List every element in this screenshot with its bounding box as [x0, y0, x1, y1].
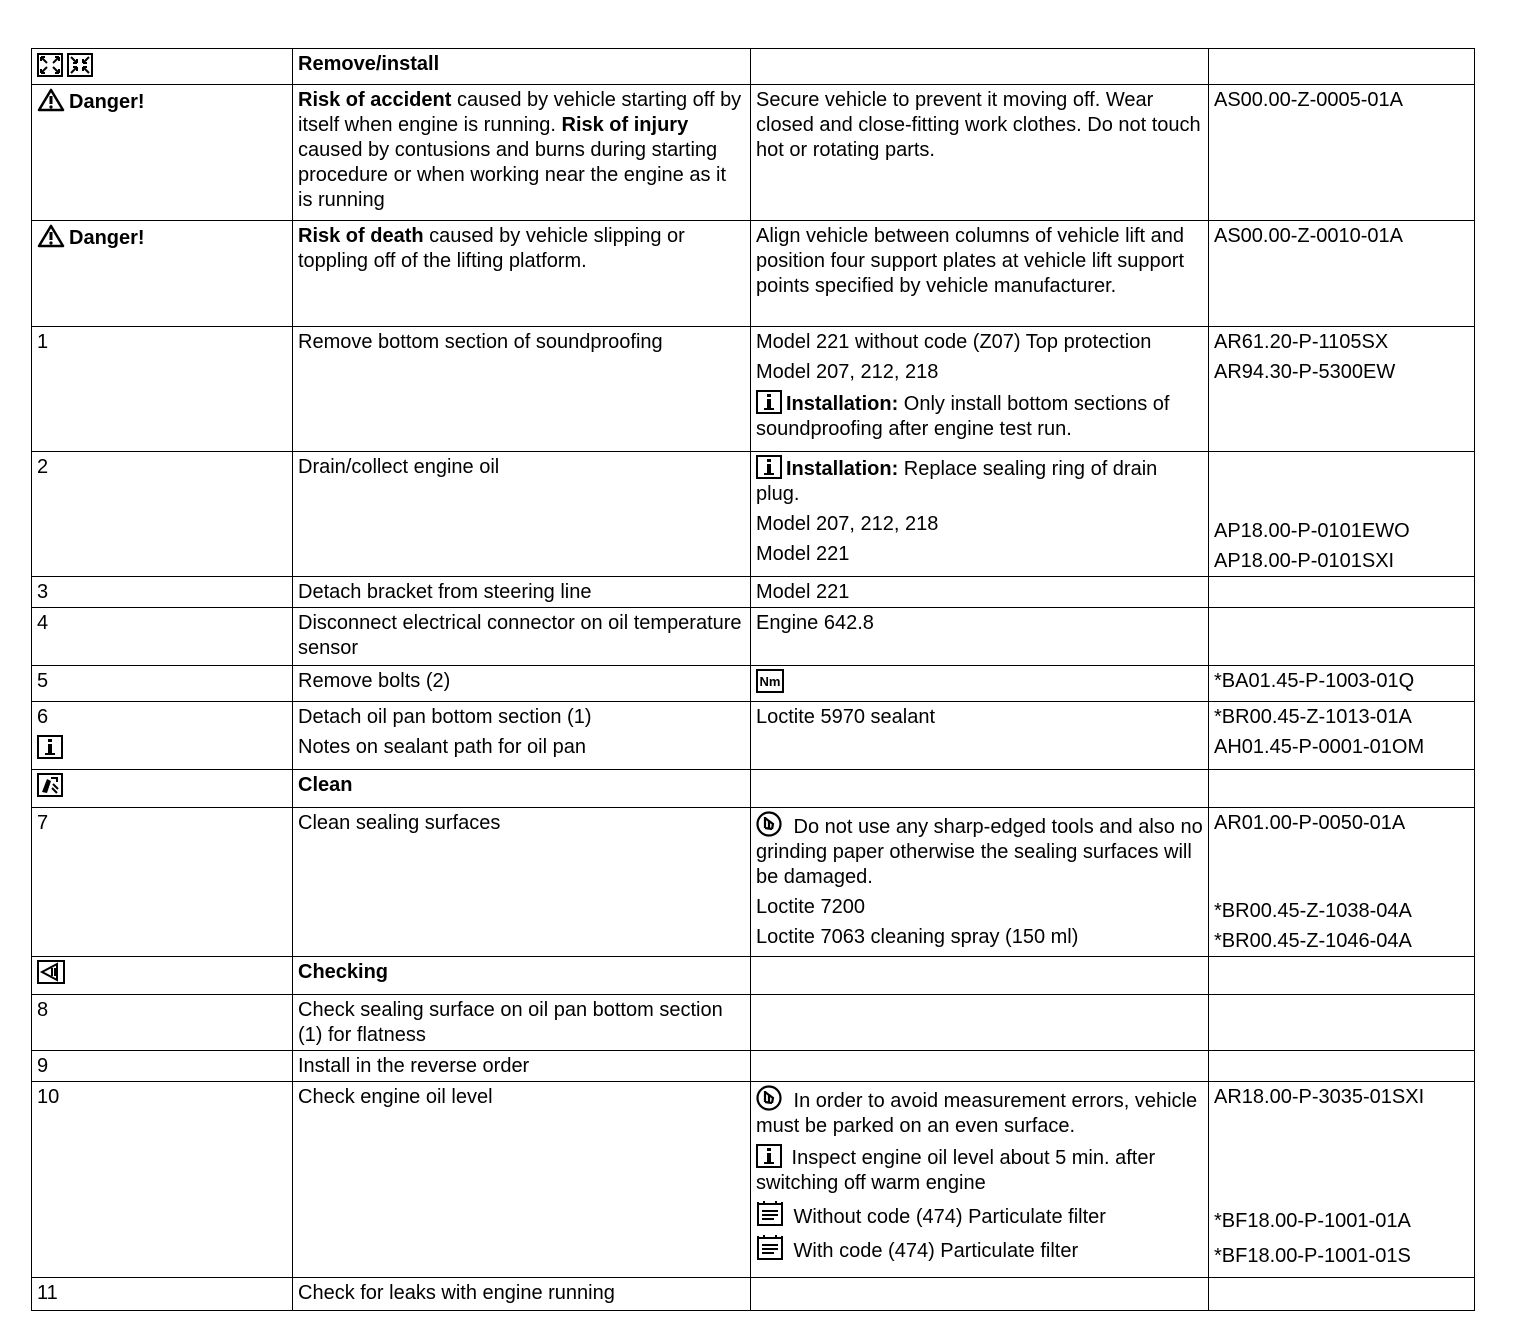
action-cell	[293, 221, 751, 327]
note-line	[756, 1144, 1203, 1196]
danger-label: Danger!	[69, 91, 145, 113]
step-number: 6	[37, 706, 49, 728]
action-cell: Disconnect electrical connector on oil temperature sensor	[293, 608, 751, 666]
step-cell	[32, 85, 293, 221]
step-icon-line	[37, 735, 287, 762]
action-line: Notes on sealant path for oil pan	[298, 736, 586, 758]
note-text: Only install bottom sections of soundproofing after engine test run.	[756, 393, 1170, 440]
action-line: Detach oil pan bottom section (1)	[298, 706, 592, 728]
step-number: 7	[32, 808, 293, 957]
info-icon	[756, 390, 782, 414]
step-number: 11	[32, 1278, 293, 1311]
note-text: With code (474) Particulate filter	[788, 1240, 1079, 1262]
note-line	[756, 1235, 1203, 1264]
risk-title: Risk of injury	[561, 114, 689, 136]
ref-cell	[1209, 577, 1475, 608]
risk-text: caused by contusions and burns during starting procedure or when working near the engine as it is running	[298, 139, 727, 211]
table-row	[32, 995, 1475, 1051]
info-icon	[37, 735, 63, 759]
warning-triangle-icon	[37, 88, 65, 112]
ref-cell	[1209, 702, 1475, 770]
table-row	[32, 577, 1475, 608]
ref-link[interactable]: *BR00.45-Z-1013-01A	[1214, 706, 1412, 728]
notes-cell: Engine 642.8	[751, 608, 1209, 666]
risk-text: caused by vehicle slipping or toppling off of the lifting platform.	[298, 225, 685, 272]
step-cell	[32, 221, 293, 327]
table-row	[32, 327, 1475, 452]
step-number: 2	[32, 452, 293, 577]
ref-cell	[1209, 995, 1475, 1051]
installation-label: Installation:	[786, 393, 899, 415]
risk-text: caused by vehicle starting off by itself when engine is running.	[298, 89, 742, 136]
step-number: 8	[32, 995, 293, 1051]
ref-cell	[1209, 1082, 1475, 1278]
note-text: In order to avoid measurement errors, vehicle must be parked on an even surface.	[756, 1090, 1198, 1137]
ref-cell	[1209, 327, 1475, 452]
note-line: Model 207, 212, 218	[756, 361, 939, 383]
table-row	[32, 452, 1475, 577]
torque-nm-icon	[756, 669, 784, 693]
note-text: Without code (474) Particulate filter	[788, 1206, 1106, 1228]
procedure-table	[31, 48, 1475, 1311]
table-row	[32, 770, 1475, 808]
ref-cell	[1209, 957, 1475, 995]
note-line: Loctite 7063 cleaning spray (150 ml)	[756, 926, 1079, 948]
install-icon	[67, 53, 93, 77]
note-text: Do not use any sharp-edged tools and also no grinding paper otherwise the sealing surfaces will be damaged.	[756, 816, 1203, 888]
spec-sheet-icon	[756, 1201, 784, 1227]
note-line: Model 207, 212, 218	[756, 513, 939, 535]
table-row	[32, 702, 1475, 770]
table-row	[32, 608, 1475, 666]
table-row	[32, 49, 1475, 85]
action-cell: Check sealing surface on oil pan bottom section (1) for flatness	[293, 995, 751, 1051]
caution-hand-icon	[756, 1085, 784, 1111]
table-row	[32, 666, 1475, 702]
step-cell	[32, 49, 293, 85]
step-cell	[32, 957, 293, 995]
step-cell	[32, 702, 293, 770]
step-number: 3	[32, 577, 293, 608]
spec-sheet-icon	[756, 1235, 784, 1261]
action-cell: Drain/collect engine oil	[293, 452, 751, 577]
ref-link[interactable]: *BA01.45-P-1003-01Q	[1209, 666, 1475, 702]
info-icon	[756, 1144, 782, 1168]
notes-cell	[751, 808, 1209, 957]
step-number: 4	[32, 608, 293, 666]
notes-cell	[751, 995, 1209, 1051]
note-line: Model 221 without code (Z07) Top protection	[756, 331, 1152, 353]
ref-cell	[1209, 1051, 1475, 1082]
table-row	[32, 957, 1475, 995]
step-number: 5	[32, 666, 293, 702]
table-row	[32, 85, 1475, 221]
step-number: 1	[32, 327, 293, 452]
notes-cell: Model 221	[751, 577, 1209, 608]
ref-cell	[1209, 452, 1475, 577]
ref-link[interactable]: AR94.30-P-5300EW	[1214, 361, 1396, 383]
action-cell	[293, 85, 751, 221]
table-row	[32, 808, 1475, 957]
notes-cell	[751, 957, 1209, 995]
table-row	[32, 221, 1475, 327]
ref-link[interactable]: *BR00.45-Z-1046-04A	[1214, 930, 1412, 952]
notes-cell	[751, 452, 1209, 577]
ref-link[interactable]: *BR00.45-Z-1038-04A	[1214, 900, 1412, 922]
note-line	[756, 455, 1203, 507]
ref-cell	[1209, 808, 1475, 957]
notes-cell: Secure vehicle to prevent it moving off. Wear closed and close-fitting work clothes. Do not touch hot or rotating parts.	[751, 85, 1209, 221]
torque-nm-label: Nm	[759, 674, 781, 689]
remove-icon	[37, 53, 63, 77]
action-cell: Remove bolts (2)	[293, 666, 751, 702]
action-cell: Remove bottom section of soundproofing	[293, 327, 751, 452]
ref-link[interactable]: AS00.00-Z-0010-01A	[1209, 221, 1475, 327]
action-cell: Check engine oil level	[293, 1082, 751, 1278]
notes-cell	[751, 1278, 1209, 1311]
ref-link[interactable]: AR18.00-P-3035-01SXI	[1214, 1086, 1425, 1108]
ref-cell	[1209, 1278, 1475, 1311]
note-text: Replace sealing ring of drain plug.	[756, 458, 1158, 505]
section-title: Clean	[293, 770, 751, 808]
section-title: Remove/install	[293, 49, 751, 85]
risk-title: Risk of accident	[298, 89, 452, 111]
action-cell: Check for leaks with engine running	[293, 1278, 751, 1311]
warning-triangle-icon	[37, 224, 65, 248]
ref-cell	[1209, 49, 1475, 85]
table-row	[32, 1051, 1475, 1082]
checking-icon	[37, 960, 65, 984]
action-cell: Detach bracket from steering line	[293, 577, 751, 608]
ref-link[interactable]: AS00.00-Z-0005-01A	[1209, 85, 1475, 221]
installation-label: Installation:	[786, 458, 899, 480]
note-line	[756, 1201, 1203, 1230]
action-cell: Install in the reverse order	[293, 1051, 751, 1082]
note-line	[756, 811, 1203, 890]
ref-link[interactable]: AR61.20-P-1105SX	[1214, 331, 1389, 353]
notes-cell: Loctite 5970 sealant	[751, 702, 1209, 770]
ref-link[interactable]: *BF18.00-P-1001-01S	[1214, 1245, 1411, 1267]
note-line: Loctite 7200	[756, 896, 865, 918]
notes-cell	[751, 327, 1209, 452]
notes-cell	[751, 770, 1209, 808]
ref-cell	[1209, 608, 1475, 666]
step-number: 10	[32, 1082, 293, 1278]
notes-cell	[751, 666, 1209, 702]
risk-title: Risk of death	[298, 225, 424, 247]
notes-cell: Align vehicle between columns of vehicle lift and position four support plates at vehicle lift support points specified by vehicle manufacturer.	[751, 221, 1209, 327]
info-icon	[756, 455, 782, 479]
table-row	[32, 1082, 1475, 1278]
notes-cell	[751, 1051, 1209, 1082]
note-line: Model 221	[756, 543, 850, 565]
note-text: Inspect engine oil level about 5 min. after switching off warm engine	[756, 1147, 1156, 1194]
ref-link[interactable]: AP18.00-P-0101SXI	[1214, 550, 1395, 572]
clean-icon	[37, 773, 63, 797]
ref-cell	[1209, 770, 1475, 808]
step-cell	[32, 770, 293, 808]
note-line	[756, 390, 1203, 442]
table-row	[32, 1278, 1475, 1311]
step-number: 9	[32, 1051, 293, 1082]
ref-link[interactable]: *BF18.00-P-1001-01A	[1214, 1210, 1411, 1232]
caution-hand-icon	[756, 811, 784, 837]
ref-link[interactable]: AP18.00-P-0101EWO	[1214, 520, 1410, 542]
action-cell: Clean sealing surfaces	[293, 808, 751, 957]
action-cell	[293, 702, 751, 770]
note-line	[756, 1085, 1203, 1139]
section-title: Checking	[293, 957, 751, 995]
ref-link[interactable]: AH01.45-P-0001-01OM	[1214, 736, 1425, 758]
notes-cell	[751, 1082, 1209, 1278]
danger-label: Danger!	[69, 227, 145, 249]
ref-link[interactable]: AR01.00-P-0050-01A	[1214, 812, 1406, 834]
notes-cell	[751, 49, 1209, 85]
